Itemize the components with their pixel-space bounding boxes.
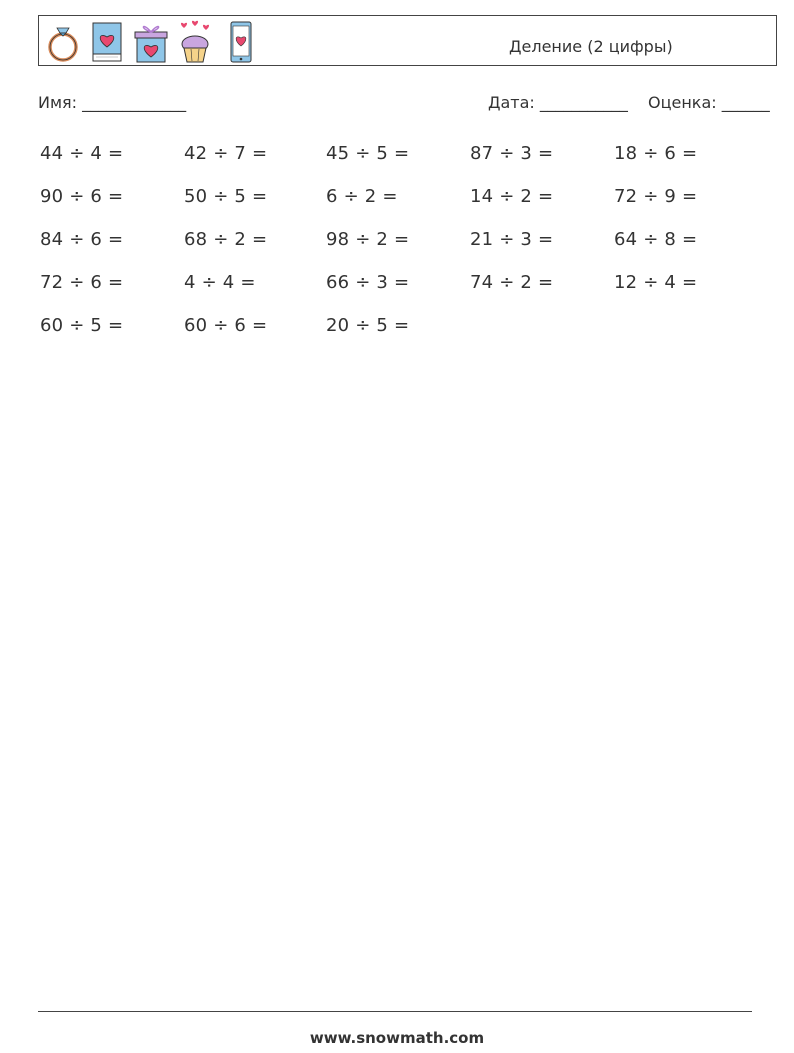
problem-item: 74 ÷ 2 = [470, 272, 554, 293]
worksheet-title: Деление (2 цифры) [509, 37, 673, 56]
problem-item: 98 ÷ 2 = [326, 229, 410, 250]
problem-item: 84 ÷ 6 = [40, 229, 124, 250]
problem-item: 68 ÷ 2 = [184, 229, 268, 250]
problem-item: 66 ÷ 3 = [326, 272, 410, 293]
problem-item: 21 ÷ 3 = [470, 229, 554, 250]
date-field: Дата: ___________ [488, 93, 628, 112]
problem-item: 72 ÷ 6 = [40, 272, 124, 293]
problem-item: 87 ÷ 3 = [470, 143, 554, 164]
name-field: Имя: _____________ [38, 93, 187, 112]
problem-item: 18 ÷ 6 = [614, 143, 698, 164]
problem-item: 20 ÷ 5 = [326, 315, 410, 336]
problem-item: 45 ÷ 5 = [326, 143, 410, 164]
grade-field: Оценка: ______ [648, 93, 770, 112]
phone-heart-icon [219, 20, 259, 64]
problem-item: 72 ÷ 9 = [614, 186, 698, 207]
heart-book-icon [87, 20, 127, 64]
header-box [38, 15, 777, 66]
problem-item: 60 ÷ 5 = [40, 315, 124, 336]
problem-item: 60 ÷ 6 = [184, 315, 268, 336]
problem-item: 64 ÷ 8 = [614, 229, 698, 250]
problem-item: 4 ÷ 4 = [184, 272, 256, 293]
footer-divider [38, 1011, 752, 1012]
footer-url: www.snowmath.com [309, 1029, 485, 1047]
problem-item: 12 ÷ 4 = [614, 272, 698, 293]
ring-icon [43, 20, 83, 64]
problem-item: 42 ÷ 7 = [184, 143, 268, 164]
problem-item: 44 ÷ 4 = [40, 143, 124, 164]
problem-item: 14 ÷ 2 = [470, 186, 554, 207]
problem-item: 6 ÷ 2 = [326, 186, 398, 207]
cupcake-hearts-icon [175, 20, 215, 64]
problem-item: 90 ÷ 6 = [40, 186, 124, 207]
problem-item: 50 ÷ 5 = [184, 186, 268, 207]
gift-heart-icon [131, 20, 171, 64]
